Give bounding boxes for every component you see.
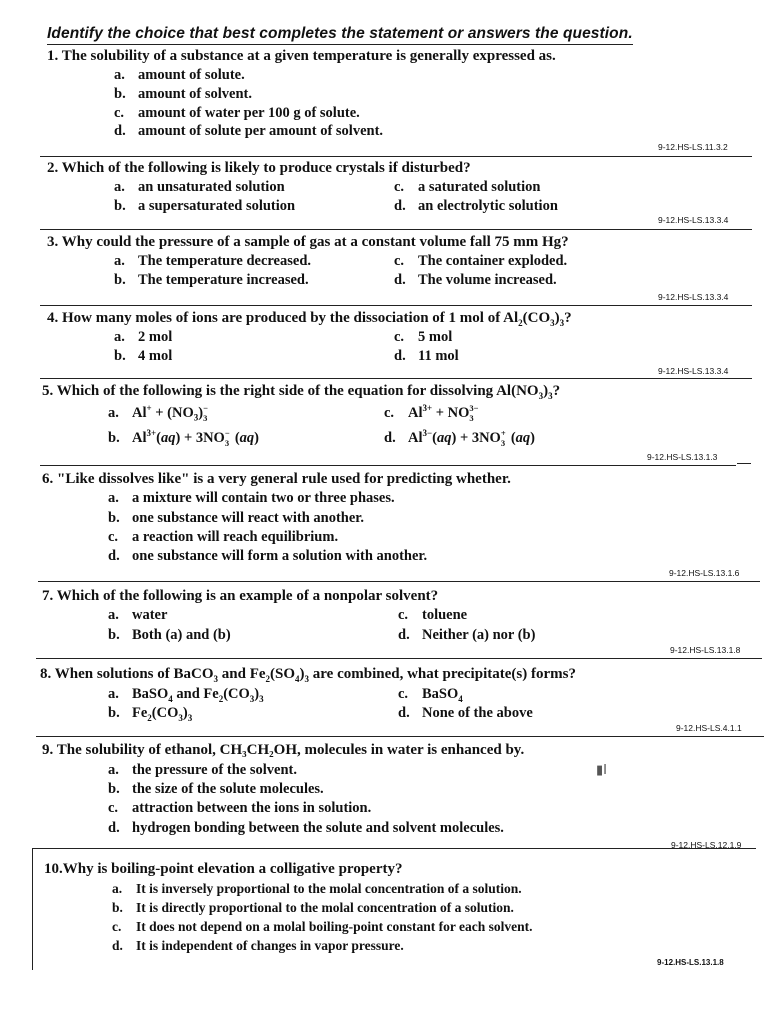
question-stem: 8. When solutions of BaCO$_3$ and $Fe_2(SO_4)_3$ are combined, what precipitate(s) forms?: [40, 666, 576, 684]
option-c[interactable]: c. It does not depend on a molal boiling-point constant for each solvent.: [112, 919, 533, 934]
question-stem: 3. Why could the pressure of a sample of gas at a constant volume fall 75 mm Hg?: [47, 234, 569, 250]
standard-code: 9-12.HS-LS.13.3.4: [658, 215, 729, 225]
text-cursor-icon: ▮Ⅰ: [596, 763, 607, 778]
option-a[interactable]: a. an unsaturated solution: [114, 179, 285, 195]
option-a[interactable]: a. 2 mol: [114, 329, 173, 345]
option-a[interactable]: a. the pressure of the solvent.: [108, 762, 297, 778]
standard-code: 9-12.HS-LS.13.1.8: [657, 958, 724, 967]
option-b[interactable]: b. one substance will react with another.: [108, 510, 364, 526]
option-d[interactable]: d. It is independent of changes in vapor pressure.: [112, 938, 404, 953]
option-d[interactable]: d. one substance will form a solution with another.: [108, 548, 428, 564]
option-c[interactable]: c. attraction between the ions in solution.: [108, 800, 372, 816]
option-b[interactable]: b. $Fe_2(CO_3)_3$: [108, 705, 193, 723]
option-b[interactable]: b. amount of solvent.: [114, 86, 252, 102]
option-a[interactable]: a. $Al^+ + (NO_3)$ 3 −: [108, 402, 208, 423]
option-c[interactable]: c. BaSO$_4$: [398, 686, 463, 704]
standard-code: 9-12.HS-LS.11.3.2: [658, 142, 728, 152]
option-c[interactable]: c. $Al^{3+}$ + NO 3− 3: [384, 402, 479, 423]
option-c[interactable]: c. 5 mol: [394, 329, 453, 345]
divider: [40, 156, 752, 157]
question-stem: 7. Which of the following is an example of a nonpolar solvent?: [42, 588, 439, 604]
option-a[interactable]: a. The temperature decreased.: [114, 253, 312, 269]
option-a[interactable]: a. a mixture will contain two or three phases.: [108, 490, 395, 506]
option-d[interactable]: d. an electrolytic solution: [394, 198, 558, 214]
option-a[interactable]: a. BaSO$_4$ and $Fe_2(CO_3)_3$: [108, 686, 264, 704]
divider: [32, 848, 756, 849]
divider: [36, 658, 762, 659]
option-c[interactable]: c. The container exploded.: [394, 253, 568, 269]
standard-code: 9-12.HS-LS.13.3.4: [658, 366, 729, 376]
option-d[interactable]: d. None of the above: [398, 705, 533, 721]
option-b[interactable]: b. The temperature increased.: [114, 272, 309, 288]
option-a[interactable]: a. It is inversely proportional to the molal concentration of a solution.: [112, 881, 522, 896]
option-c[interactable]: c. a reaction will reach equilibrium.: [108, 529, 339, 545]
option-b[interactable]: b. $Al^{3+}(aq) + 3NO$ − 3 (aq): [108, 427, 260, 448]
standard-code: 9-12.HS-LS.13.1.3: [647, 452, 718, 462]
option-b[interactable]: b. It is directly proportional to the molal concentration of a solution.: [112, 900, 514, 915]
option-d[interactable]: d. amount of solute per amount of solvent.: [114, 123, 384, 139]
divider: [737, 463, 751, 464]
option-c[interactable]: c. a saturated solution: [394, 179, 541, 195]
option-b[interactable]: b. 4 mol: [114, 348, 173, 364]
question-stem: 1. The solubility of a substance at a given temperature is generally expressed as.: [47, 48, 556, 64]
option-c[interactable]: c. amount of water per 100 g of solute.: [114, 105, 360, 121]
divider: [40, 465, 736, 466]
standard-code: 9-12.HS-LS.4.1.1: [676, 723, 742, 733]
option-d[interactable]: d. 11 mol: [394, 348, 459, 364]
standard-code: 9-12.HS-LS.13.1.8: [670, 645, 741, 655]
question-stem: 9. The solubility of ethanol, CH₃CH₂OH, molecules in water is enhanced by.: [42, 742, 525, 758]
instructions-heading: Identify the choice that best completes the statement or answers the question.: [47, 25, 633, 45]
divider: [40, 229, 752, 230]
divider: [36, 736, 764, 737]
option-d[interactable]: d. The volume increased.: [394, 272, 557, 288]
option-b[interactable]: b. the size of the solute molecules.: [108, 781, 324, 797]
standard-code: 9-12.HS-LS.13.3.4: [658, 292, 729, 302]
standard-code: 9-12.HS-LS.13.1.6: [669, 568, 740, 578]
option-a[interactable]: a. water: [108, 607, 168, 623]
divider: [40, 305, 752, 306]
question-stem: 4. How many moles of ions are produced by the dissociation of 1 mol of $Al_2(CO_3)_3$?: [47, 310, 572, 328]
option-b[interactable]: b. Both (a) and (b): [108, 627, 231, 643]
divider: [38, 581, 760, 582]
option-d[interactable]: d. hydrogen bonding between the solute and solvent molecules.: [108, 820, 504, 836]
question-stem: 6. "Like dissolves like" is a very general rule used for predicting whether.: [42, 471, 511, 487]
question-stem: 5. Which of the following is the right side of the equation for dissolving $Al(NO_3)_3$?: [42, 383, 561, 401]
option-d[interactable]: d. Neither (a) nor (b): [398, 627, 536, 643]
standard-code: 9-12.HS-LS.12.1.9: [671, 840, 742, 850]
question-stem: 2. Which of the following is likely to produce crystals if disturbed?: [47, 160, 471, 176]
option-d[interactable]: d. $Al^{3-}(aq) + 3NO$ + 3 (aq): [384, 427, 536, 448]
option-c[interactable]: c. toluene: [398, 607, 468, 623]
option-a[interactable]: a. amount of solute.: [114, 67, 245, 83]
box-left-border: [32, 848, 33, 970]
divider: [40, 378, 752, 379]
question-stem: 10.Why is boiling-point elevation a colligative property?: [44, 861, 403, 877]
option-b[interactable]: b. a supersaturated solution: [114, 198, 296, 214]
